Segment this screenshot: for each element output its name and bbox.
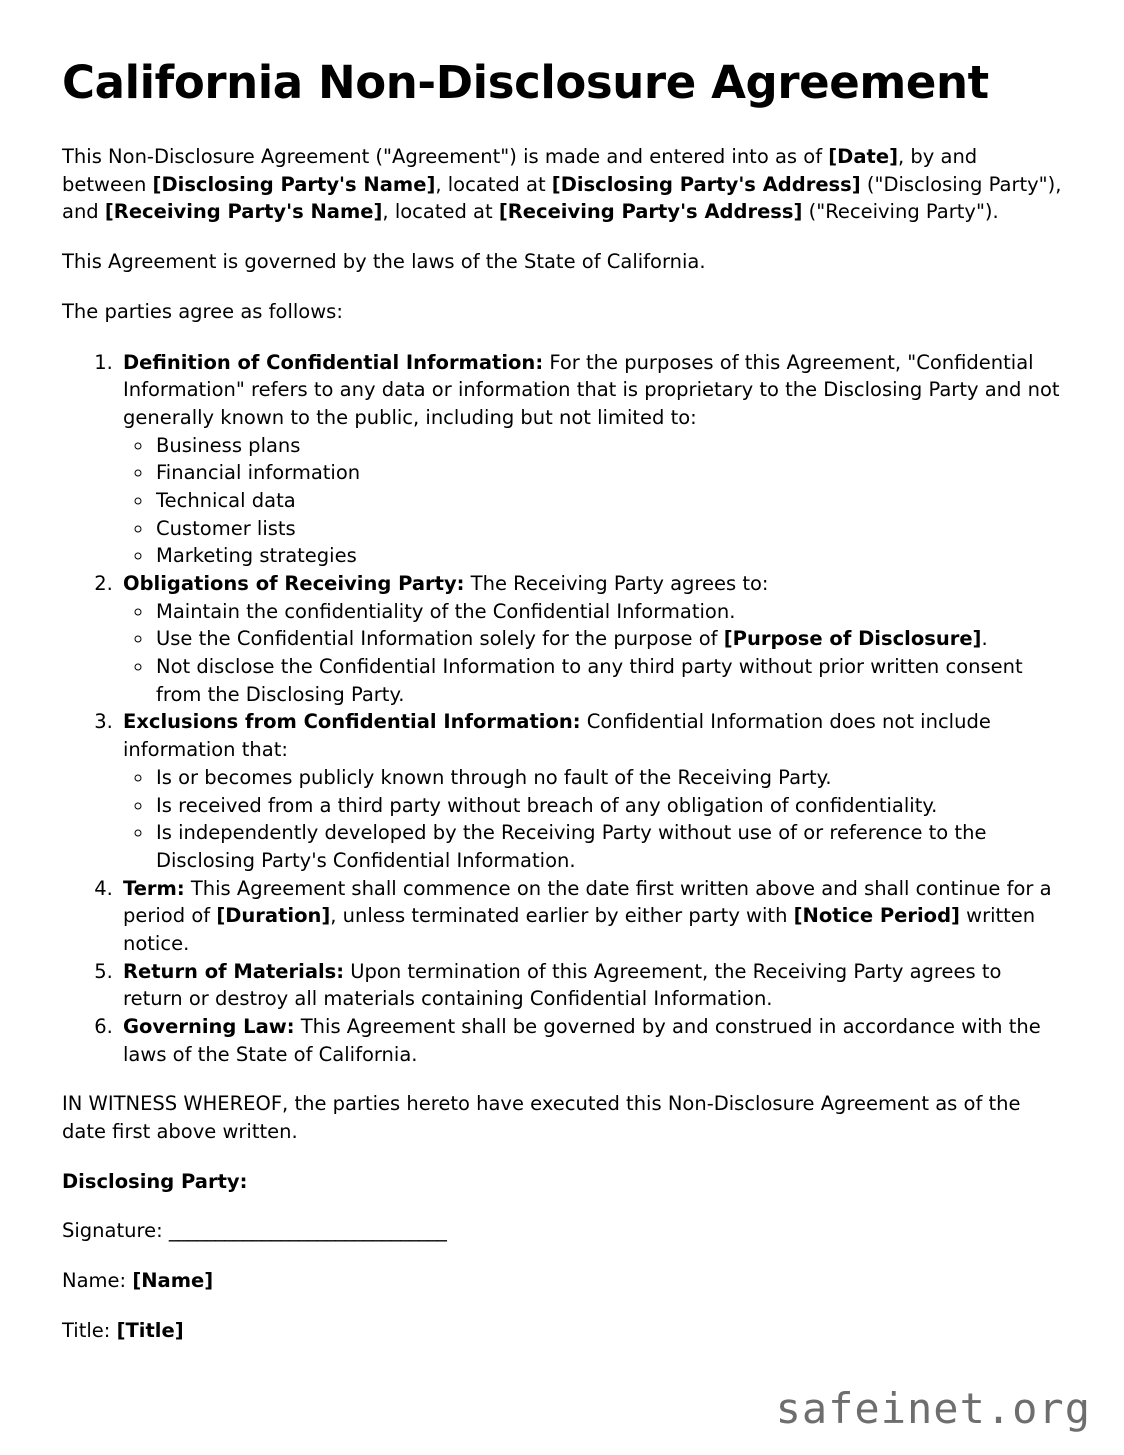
clause-heading-5: Return of Materials: bbox=[123, 959, 345, 983]
list-item: ◦ Is received from a third party without breach of any obligation of confidentiality. bbox=[154, 792, 1062, 820]
placeholder-notice-period: [Notice Period] bbox=[793, 904, 960, 928]
placeholder-purpose-of-disclosure: [Purpose of Disclosure] bbox=[723, 627, 982, 651]
list-item: ◦ Business plans bbox=[154, 432, 1062, 460]
clause-body-6: This Agreement shall be governed by and construed in accordance with the laws of the State of California. bbox=[123, 1015, 1041, 1066]
sub-text-tail: . bbox=[981, 627, 988, 651]
clause-body-4-pre: This Agreement shall commence on the date first written above and shall continue for a period of bbox=[123, 876, 1052, 928]
signature-rule: ______________________________ bbox=[168, 1219, 447, 1243]
title-line-row bbox=[62, 1317, 1062, 1345]
name-line-row bbox=[62, 1267, 1062, 1295]
clause-heading-6: Governing Law: bbox=[123, 1015, 295, 1039]
list-item: ◦ Is or becomes publicly known through no fault of the Receiving Party. bbox=[154, 764, 1062, 792]
clause-item-4 bbox=[119, 875, 1062, 958]
clause-item-5 bbox=[119, 958, 1062, 1013]
placeholder-receiving-party-name: [Receiving Party's Name] bbox=[104, 200, 383, 224]
clause-heading-2: Obligations of Receiving Party: bbox=[123, 572, 465, 596]
page-title: California Non-Disclosure Agreement bbox=[62, 56, 989, 109]
witness-paragraph: IN WITNESS WHEREOF, the parties hereto have executed this Non-Disclosure Agreement as of the date first above written. bbox=[62, 1092, 1021, 1144]
agreement-lead-in: The parties agree as follows: bbox=[62, 299, 343, 323]
placeholder-disclosing-party-address: [Disclosing Party's Address] bbox=[551, 172, 861, 196]
placeholder-receiving-party-address: [Receiving Party's Address] bbox=[498, 200, 803, 224]
intro-text-3: , located at bbox=[435, 172, 552, 196]
intro-text-2: , by and between bbox=[62, 145, 978, 196]
placeholder-name: [Name] bbox=[132, 1269, 214, 1293]
title-label: Title: bbox=[62, 1318, 117, 1342]
intro-text-6: ("Receiving Party"). bbox=[802, 200, 999, 224]
list-item bbox=[154, 598, 1062, 626]
clause-3-sublist bbox=[123, 764, 1062, 875]
clause-body-2: The Receiving Party agrees to: bbox=[464, 572, 769, 596]
clause-heading-1: Definition of Confidential Information: bbox=[123, 350, 544, 374]
list-item: ◦ Technical data bbox=[154, 487, 1062, 515]
signature-label: Signature: bbox=[62, 1219, 169, 1243]
governing-law-sentence: This Agreement is governed by the laws of the State of California. bbox=[62, 250, 706, 274]
sub-text: Not disclose the Confidential Information to any third party without prior written consent from the Disclosing Party. bbox=[156, 655, 1023, 706]
clause-item-2 bbox=[119, 570, 1062, 708]
list-item: ◦ Is independently developed by the Receiving Party without use of or reference to the Disclosing Party's Confidential Information. bbox=[154, 819, 1062, 874]
signature-line-row bbox=[62, 1217, 1062, 1245]
clause-2-sublist bbox=[123, 598, 1062, 709]
placeholder-duration: [Duration] bbox=[216, 904, 331, 928]
clause-body-4-mid: , unless terminated earlier by either party with bbox=[330, 904, 794, 928]
sub-text: Maintain the confidentiality of the Confidential Information. bbox=[156, 599, 736, 623]
clause-body-4-post: written notice. bbox=[123, 904, 1036, 955]
name-label: Name: bbox=[62, 1269, 133, 1293]
intro-text-1: This Non-Disclosure Agreement ("Agreement") is made and entered into as of bbox=[62, 145, 829, 169]
disclosing-party-heading: Disclosing Party: bbox=[62, 1169, 248, 1193]
clause-item-3 bbox=[119, 708, 1062, 874]
clauses-list bbox=[62, 349, 1062, 1069]
intro-text-4: ("Disclosing Party"), and bbox=[62, 172, 1062, 224]
clause-heading-4: Term: bbox=[123, 876, 185, 900]
clause-body-5: Upon termination of this Agreement, the Receiving Party agrees to return or destroy all materials containing Confidential Information. bbox=[123, 959, 1002, 1011]
intro-text-5: , located at bbox=[382, 200, 499, 224]
clause-1-sublist bbox=[123, 432, 1062, 570]
sub-text: Use the Confidential Information solely for the purpose of bbox=[156, 627, 724, 651]
list-item: ◦ Customer lists bbox=[154, 515, 1062, 543]
clause-body-1: For the purposes of this Agreement, "Confidential Information" refers to any data or information that is proprietary to the Disclosing Party and not generally known to the public, including but not limited to: bbox=[123, 350, 1060, 429]
placeholder-date: [Date] bbox=[828, 145, 898, 169]
placeholder-title: [Title] bbox=[116, 1318, 184, 1342]
intro-paragraph bbox=[62, 143, 1062, 226]
clause-heading-3: Exclusions from Confidential Information: bbox=[123, 710, 581, 734]
list-item: ◦ Financial information bbox=[154, 459, 1062, 487]
placeholder-disclosing-party-name: [Disclosing Party's Name] bbox=[152, 172, 436, 196]
clause-item-6 bbox=[119, 1013, 1062, 1068]
clause-body-3: Confidential Information does not include information that: bbox=[123, 710, 991, 762]
clause-item-1 bbox=[119, 349, 1062, 571]
watermark: safeinet.org bbox=[775, 1384, 1091, 1433]
list-item bbox=[154, 625, 1062, 653]
list-item: ◦ Marketing strategies bbox=[154, 542, 1062, 570]
list-item bbox=[154, 653, 1062, 708]
